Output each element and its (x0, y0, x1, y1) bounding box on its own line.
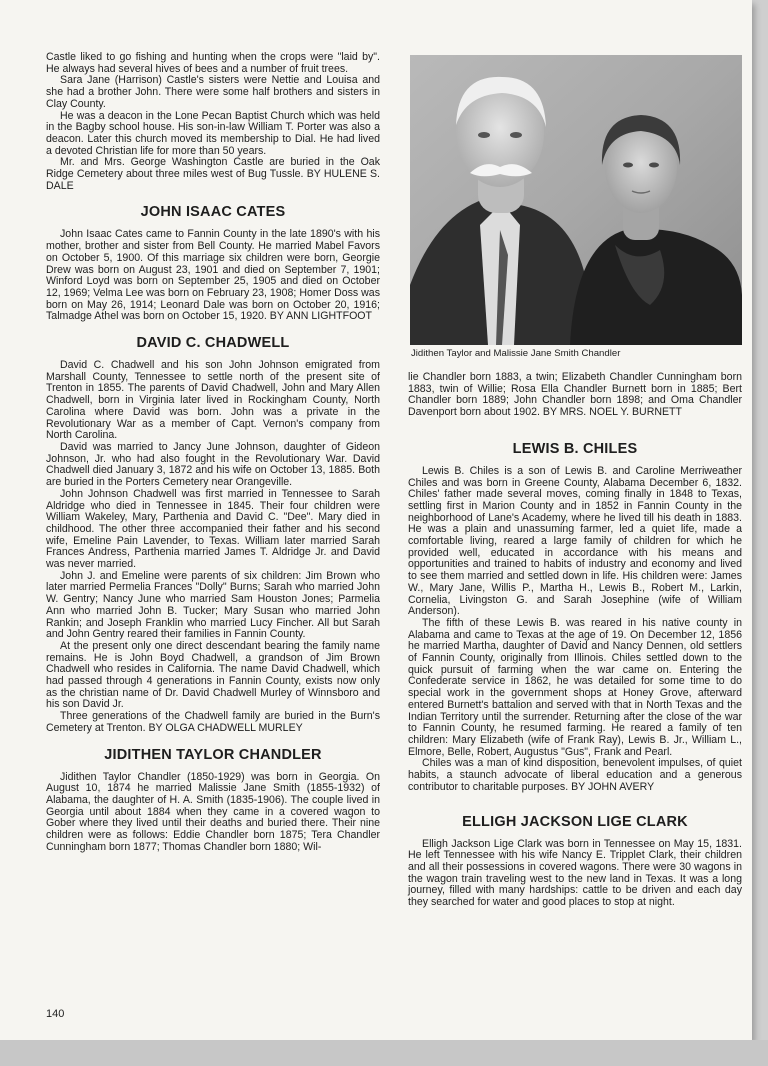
portrait-photo (410, 55, 742, 345)
chadwell-paragraph: John Johnson Chadwell was first married in Tennessee to Sarah Aldridge who died in Tennessee in 1845. Their four children were William Wakeley, Mary, Parthenia and David C. "Dee". Mary died in childhood. The other three accompanied their father and his second wife, Emeline Pain Lavender, to Texas. William later married Sarah Frances Andress, Parthenia married James T. Aldridge Jr. and David was never married. (46, 487, 380, 571)
article-heading-chadwell: DAVID C. CHADWELL (136, 335, 290, 352)
chadwell-paragraph: Three generations of the Chadwell family are buried in the Burn's Cemetery at Trenton. BY OLGA CHADWELL MURLEY (46, 710, 380, 734)
photo-caption: Jidithen Taylor and Malissie Jane Smith Chandler (411, 348, 621, 359)
clark-paragraph: Elligh Jackson Lige Clark was born in Tennessee on May 15, 1831. He left Tennessee with his wife Nancy E. Tripplet Clark, their children and all their possessions in covered wagons. There were 30 wagons in the wagon train traveling west to the new land in Texas. It was a long journey, filled with many hardships: cattle to be driven and each day they searched for water and good places to stop at night. (408, 837, 742, 909)
chadwell-paragraph: David C. Chadwell and his son John Johnson emigrated from Marshall County, Tennessee to settle north of the present site of Trenton in 1855. The parents of David Chadwell, John and Mary Allen Chadwell, born in Virginia later lived in Rockingham County, North Carolina where David was born. John was a private in the Revolutionary War as a member of Capt. Vernon's company from North Carolina. (46, 359, 380, 442)
castle-paragraph: Castle liked to go fishing and hunting when the crops were "laid by". He always had several hives of bees and a number of fruit trees. (46, 51, 380, 75)
castle-paragraph: He was a deacon in the Lone Pecan Baptist Church which was held in the Bagby school house. His son-in-law William T. Porter was also a deacon. Later this church moved its membership to Dial. He had lived a devoted Christian life for more than 50 years. (46, 109, 380, 157)
page-number: 140 (46, 1008, 65, 1020)
chandler-continued-paragraph: lie Chandler born 1883, a twin; Elizabeth Chandler Cunningham born 1883, twin of Willie; Rosa Ella Chandler Burnett born in 1885; Bert Chandler born 1889; John Chandler born 1898; and Oma Chandler Davenport born about 1902. BY MRS. NOEL Y. BURNETT (408, 371, 742, 419)
chiles-paragraph: The fifth of these Lewis B. was reared in his native county in Alabama and came to Texas at the age of 19. On December 12, 1856 he married Martha, daughter of David and Nancy Dennen, old settlers of Fannin County, originally from Illinois. Chiles settled down to the quick pursuit of farming when the war came on. Entering the Confederate service in 1862, he was detailed for some time to do special work in the government shops at Honey Grove, afterward entered Burnett's battalion and served with that in North Texas and the Indian Territory until the surrender. Returning after the close of the war to Fannin County, he resumed farming. He reared a family of ten children: Mary Elizabeth (wife of Frank Ray), Lewis B. Jr., William L., Elmore, Belle, Robert, Augustus "Gus", Frank and Pearl. (408, 616, 742, 758)
cates-paragraph: John Isaac Cates came to Fannin County in the late 1890's with his mother, brother and sister from Bell County. He married Mabel Favors on October 5, 1900. Of this marriage six children were born, Georgie Drew was born on August 23, 1901 and died on September 7, 1901; Winford Loyd was born on September 25, 1905 and died on October 12, 1969; Velma Lee was born on February 23, 1908; Homer Doss was born on May 26, 1914; Leonard Dale was born on October 20, 1916; Talmadge Athel was born on October 15, 1920. BY ANN LIGHTFOOT (46, 228, 380, 323)
chadwell-paragraph: David was married to Jancy June Johnson, daughter of Gideon Johnson, Jr. who had also fought in the Revolutionary War. David Chadwell died January 3, 1872 and his wife on October 13, 1885. Both are buried in the Porters Cemetery near Orangeville. (46, 440, 380, 489)
castle-paragraph: Mr. and Mrs. George Washington Castle are buried in the Oak Ridge Cemetery about three miles west of Bug Tussle. BY HULENE S. DALE (46, 156, 380, 192)
article-heading-chandler: JIDITHEN TAYLOR CHANDLER (104, 746, 322, 763)
castle-paragraph: Sara Jane (Harrison) Castle's sisters were Nettie and Louisa and she had a brother John. There were some half brothers and sisters in Clay County. (46, 74, 380, 110)
article-heading-cates: JOHN ISAAC CATES (140, 204, 286, 221)
chandler-paragraph: Jidithen Taylor Chandler (1850-1929) was born in Georgia. On August 10, 1874 he married Malissie Jane Smith (1855-1932) of Alabama, the daughter of H. A. Smith (1835-1906). The couple lived in Georgia until about 1884 when they came in a covered wagon to Gober where they lived until their deaths and buried there. Their nine children were as follows: Eddie Chandler born 1875; Tera Chandler Cunningham born 1877; Thomas Chandler born 1880; Wil- (46, 770, 380, 853)
article-heading-chiles: LEWIS B. CHILES (512, 440, 638, 457)
page-edge (0, 1040, 768, 1066)
article-heading-clark: ELLIGH JACKSON LIGE CLARK (462, 813, 688, 830)
chadwell-paragraph: John J. and Emeline were parents of six children: Jim Brown who later married Permelia Frances "Dolly" Burns; Sarah who married John W. Gentry; Nancy June who married Sam Houston Jones; Parmelia Ann who married John B. Tucker; Mary Susan who married John Rankin; and Joseph Franklin who married Lucy Fincher. All but Sarah and John Gentry reared their families in Fannin County. (46, 569, 380, 641)
chadwell-paragraph: At the present only one direct descendant bearing the family name remains. He is John Boyd Chadwell, a grandson of Jim Brown Chadwell who resides in California. The name David Chadwell, which had passed through 4 generations in Fannin County, exists now only as the christian name of Dr. David Chadwell Murley of Winnsboro and his son David Jr. (46, 639, 380, 711)
chiles-paragraph: Lewis B. Chiles is a son of Lewis B. and Caroline Merriweather Chiles and was born in Greene County, Alabama December 6, 1832. Chiles' father made several moves, coming finally in 1848 to Texas, settling first in Marion County and in 1852 in Fannin County in the neighborhood of Lane's Academy, where he lived till his death in 1883. He was a plain and unassuming farmer, led a quiet life, made a comfortable living, reared a large family of children for which he provided well, educated in accordance with his means and opportunities and trained to habits of industry and economy and lived to see them married and settled down in life. His children were: James W., Mary Jane, Willis P., Martha H., Lewis B., Robert M., Larkin, Cornelia, Livingston G. and Sarah Josephine (wife of William Anderson). (408, 464, 742, 618)
left-column (46, 52, 380, 853)
chiles-paragraph: Chiles was a man of kind disposition, benevolent impulses, of quiet habits, a staunch advocate of liberal education and a generous contributor to charitable purposes. BY JOHN AVERY (408, 757, 742, 793)
right-column (408, 372, 742, 909)
